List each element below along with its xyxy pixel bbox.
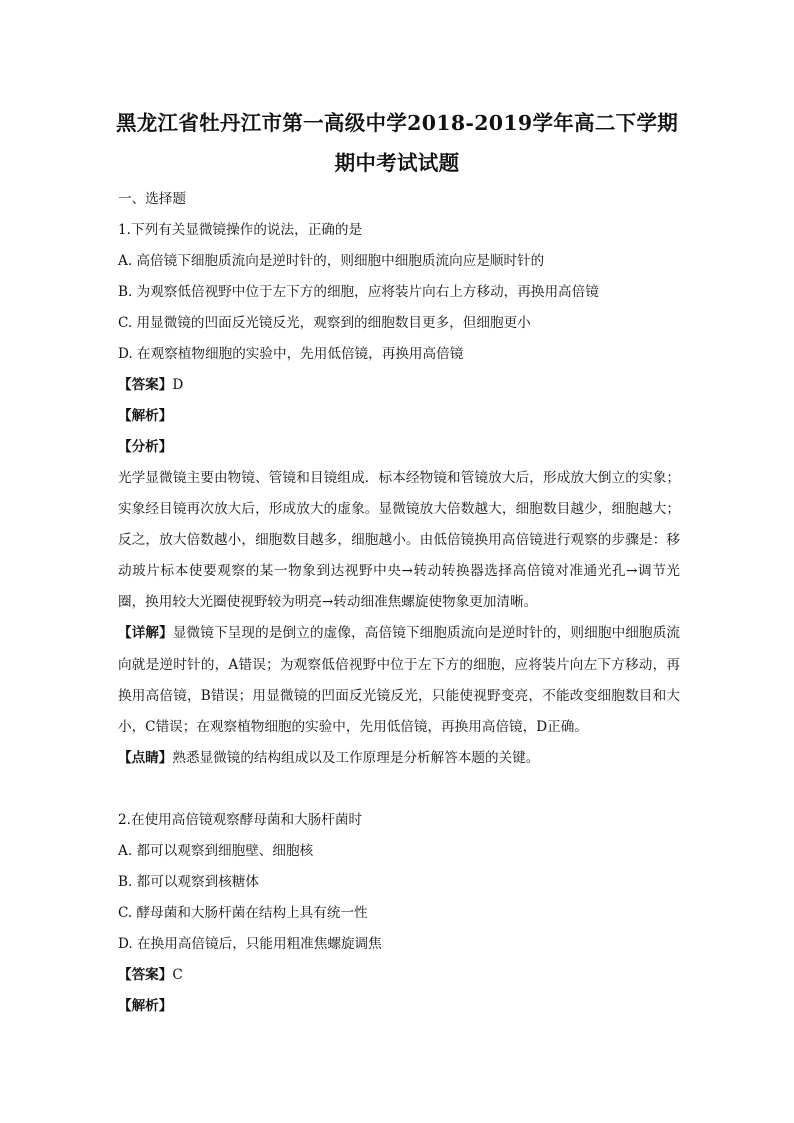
question-1-jiexi-tag: 【解析】	[118, 408, 173, 424]
document-title-line-1: 黑龙江省牡丹江市第一高级中学2018-2019学年高二下学期	[115, 111, 679, 135]
question-1-option-b: B. 为观察低倍视野中位于左下方的细胞，应将装片向右上方移动，再换用高倍镜	[118, 284, 599, 300]
question-1-detail	[118, 618, 680, 742]
answer-tag: 【答案】	[118, 377, 173, 393]
tip-text: 熟悉显微镜的结构组成以及工作原理是分析解答本题的关键。	[172, 749, 540, 766]
detail-text: 显微镜下呈现的是倒立的虚像，高倍镜下细胞质流向是逆时针的，则细胞中细胞质流向就是逆时针的，A错误；为观察低倍视野中位于左下方的细胞，应将装片向左下方移动，再换用高倍镜，B错误；用显微镜的凹面反光镜反光，只能使视野变亮，不能改变细胞数目和大小，C错误；在观察植物细胞的实验中，先用低倍镜，再换用高倍镜，D正确。	[118, 625, 681, 735]
question-2-option-a: A. 都可以观察到细胞壁、细胞核	[118, 842, 314, 859]
answer-tag: 【答案】	[118, 966, 173, 983]
question-1-tip	[118, 743, 680, 774]
question-2-option-d: D. 在换用高倍镜后，只能用粗准焦螺旋调焦	[118, 935, 382, 952]
question-1-stem: 1.下列有关显微镜操作的说法，正确的是	[118, 222, 363, 238]
answer-value: C	[172, 966, 183, 983]
question-2-stem: 2.在使用高倍镜观察酵母菌和大肠杆菌时	[118, 811, 363, 828]
question-1-option-d: D. 在观察植物细胞的实验中，先用低倍镜，再换用高倍镜	[118, 346, 464, 362]
question-2-answer	[118, 960, 680, 991]
question-2-jiexi-tag: 【解析】	[118, 997, 173, 1014]
tip-tag: 【点睛】	[118, 749, 173, 766]
question-2-option-c: C. 酵母菌和大肠杆菌在结构上具有统一性	[118, 904, 368, 921]
answer-value: D	[172, 377, 184, 393]
question-2-option-b: B. 都可以观察到核糖体	[118, 873, 259, 890]
question-1-fenxi-tag: 【分析】	[118, 439, 173, 455]
detail-tag: 【详解】	[118, 625, 173, 642]
document-body	[118, 184, 680, 1022]
question-1-analysis: 光学显微镜主要由物镜、管镜和目镜组成．标本经物镜和管镜放大后，形成放大倒立的实象；实象经目镜再次放大后，形成放大的虚象。显微镜放大倍数越大，细胞数目越少，细胞越大；反之，放大倍数越小，细胞数目越多，细胞越小。由低倍镜换用高倍镜进行观察的步骤是：移动玻片标本使要观察的某一物象到达视野中央→转动转换器选择高倍镜对准通光孔→调节光圈，换用较大光圈使视野较为明亮→转动细准焦螺旋使物象更加清晰。	[118, 470, 680, 611]
question-gap	[118, 774, 680, 805]
question-1-option-c: C. 用显微镜的凹面反光镜反光，观察到的细胞数目更多，但细胞更小	[118, 315, 531, 331]
question-1-answer	[118, 370, 680, 401]
question-1-option-a: A. 高倍镜下细胞质流向是逆时针的，则细胞中细胞质流向应是顺时针的	[118, 253, 545, 269]
document-title-line-2: 期中考试试题	[334, 151, 460, 175]
section-heading: 一、选择题	[118, 191, 186, 207]
